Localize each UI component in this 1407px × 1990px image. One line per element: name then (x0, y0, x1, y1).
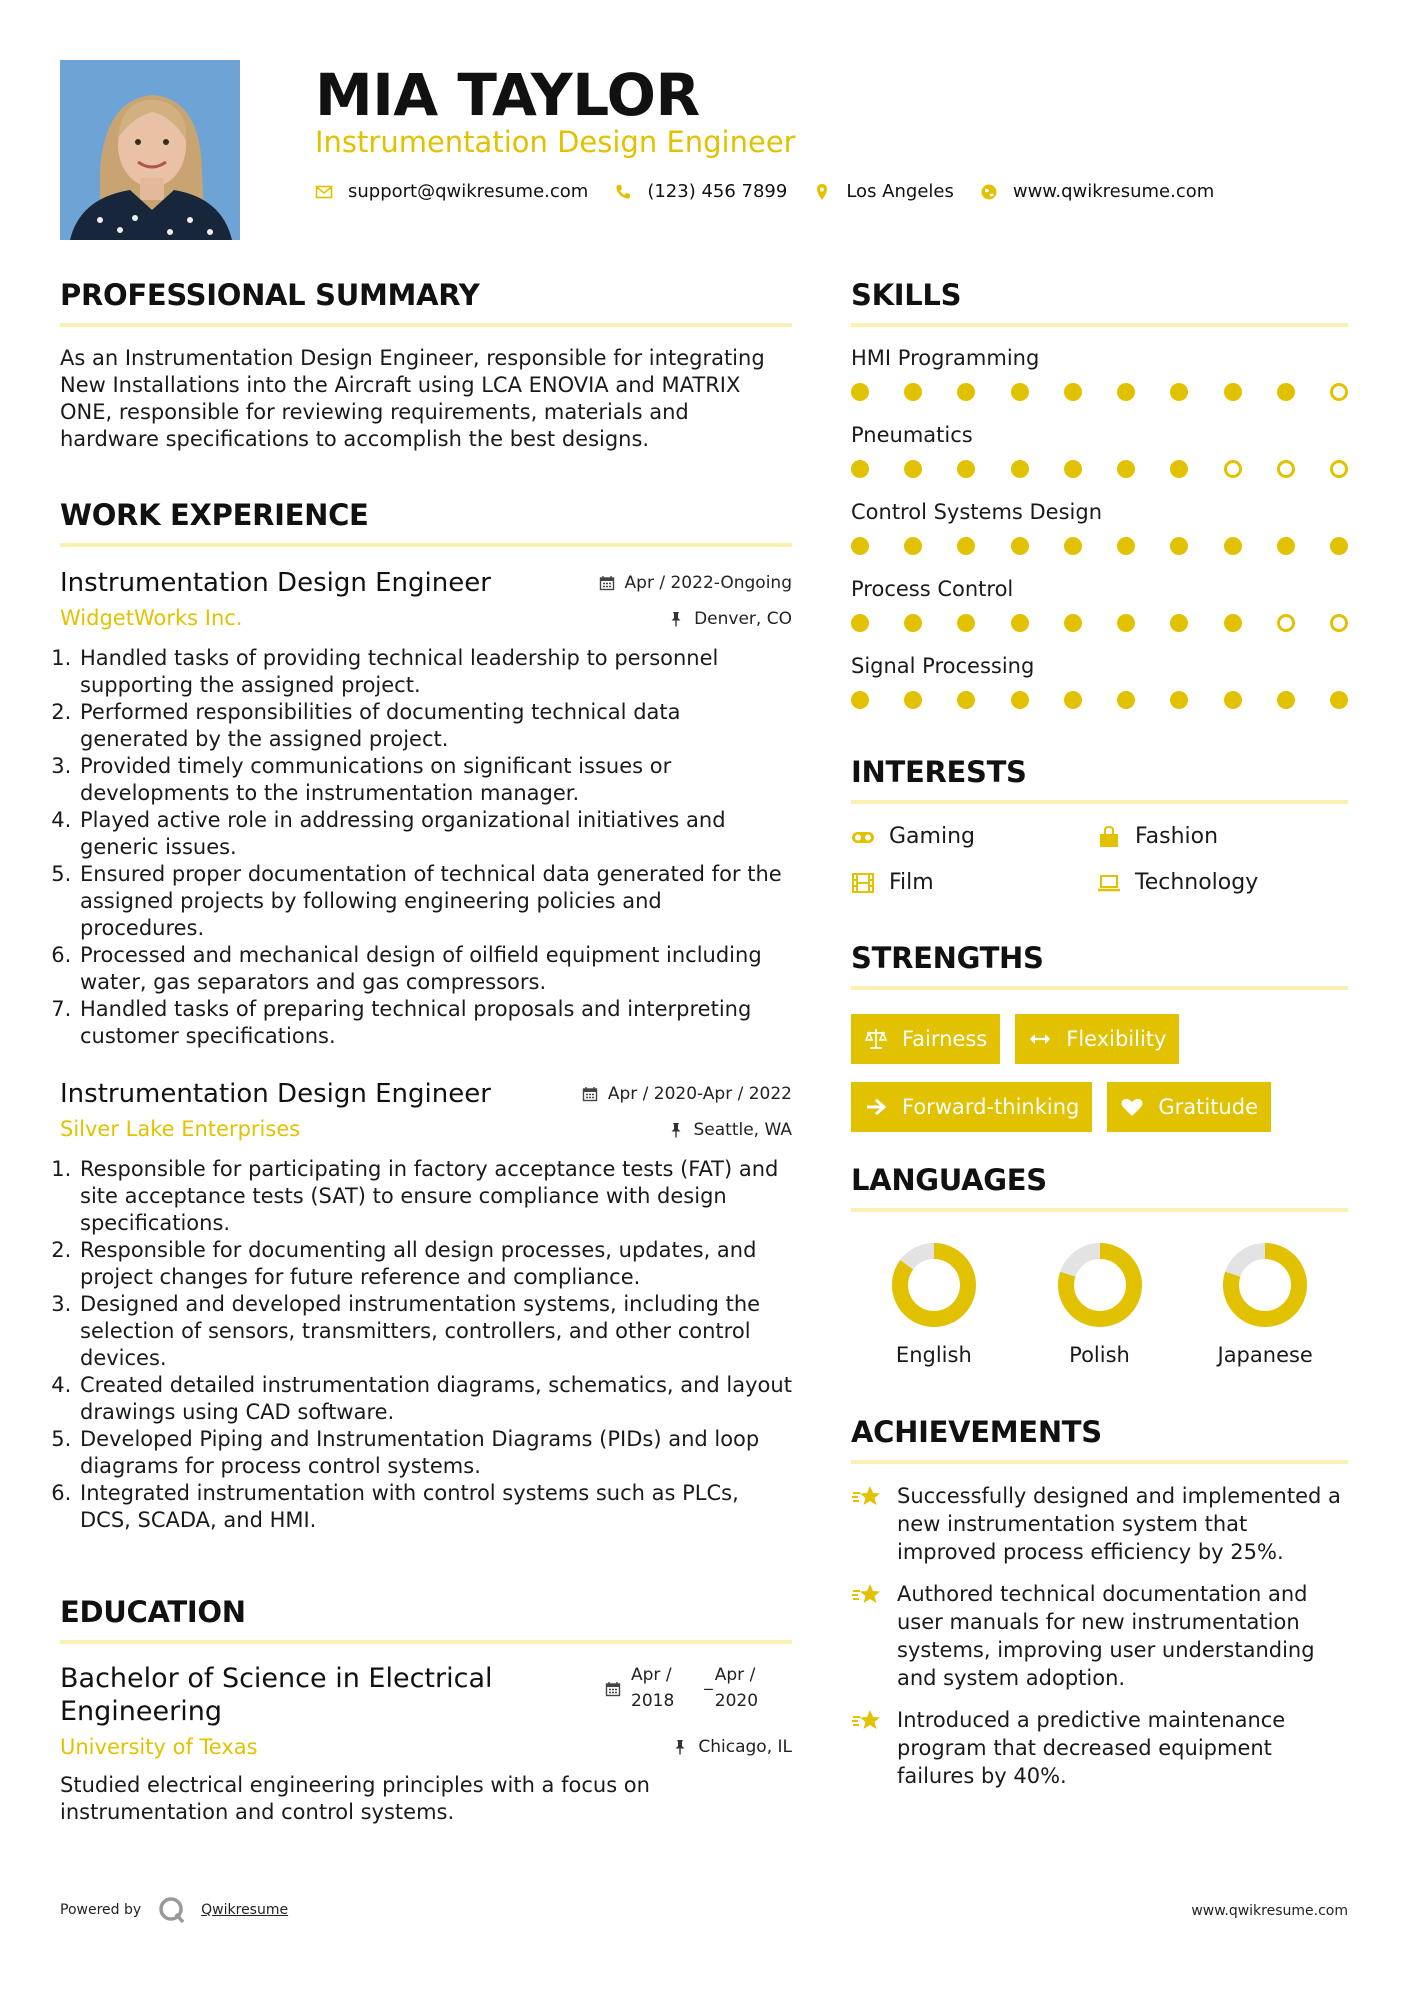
rating-dot-filled (851, 537, 869, 555)
rating-dot-filled (904, 460, 922, 478)
rating-dot-filled (1224, 383, 1242, 401)
interest-item (851, 868, 1097, 898)
education-location (672, 1734, 792, 1760)
strength-badge (1015, 1014, 1179, 1064)
rating-dot-filled (957, 537, 975, 555)
education-entry (60, 1662, 792, 1832)
rating-dot-filled (904, 691, 922, 709)
rating-dot-filled (1064, 383, 1082, 401)
rating-dot-filled (851, 691, 869, 709)
scale-icon (864, 1027, 888, 1051)
skills-section (851, 275, 1348, 710)
contact-website[interactable] (980, 178, 1214, 206)
rating-dot-filled (1117, 460, 1135, 478)
interest-label: Fashion (1135, 824, 1219, 849)
rating-dot-empty (1224, 460, 1242, 478)
languages-heading: LANGUAGES (851, 1163, 1047, 1197)
qwikresume-logo-icon (157, 1895, 187, 1925)
star-icon (851, 1582, 881, 1608)
language-item (851, 1242, 1017, 1370)
skill-name: Process Control (851, 577, 1014, 601)
achievement-text: Introduced a predictive maintenance program that decreased equipment failures by 40%. (897, 1708, 1286, 1788)
job-location-text: Seattle, WA (693, 1120, 792, 1140)
strength-badge (851, 1082, 1092, 1132)
summary-section (60, 275, 792, 453)
rating-dot-filled (1224, 691, 1242, 709)
job-company: Silver Lake Enterprises (60, 1117, 301, 1141)
section-divider (851, 1208, 1348, 1212)
job-bullet: 1. Handled tasks of providing technical leadership to personnel supporting the assigned project. (78, 645, 792, 699)
job-bullet: 5. Developed Piping and Instrumentation Diagrams (PIDs) and loop diagrams for process control systems. (78, 1426, 792, 1480)
brand-link[interactable]: Qwikresume (201, 1902, 289, 1918)
rating-dot-filled (1330, 691, 1348, 709)
rating-dot-filled (1170, 460, 1188, 478)
rating-dot-filled (1277, 383, 1295, 401)
contact-email-text: support@qwikresume.com (348, 181, 589, 202)
job-location (668, 1117, 793, 1143)
rating-dot-filled (1011, 537, 1029, 555)
education-heading: EDUCATION (60, 1595, 246, 1629)
rating-dot-filled (1170, 537, 1188, 555)
film-icon (851, 871, 875, 895)
calendar-icon (599, 575, 615, 591)
interest-label: Gaming (889, 824, 975, 849)
job-company: WidgetWorks Inc. (60, 606, 243, 630)
rating-dot-filled (1277, 537, 1295, 555)
rating-dot-filled (1170, 691, 1188, 709)
rating-dot-filled (1011, 614, 1029, 632)
rating-dot-filled (957, 614, 975, 632)
job-entry (60, 1076, 792, 1534)
achievements-section (851, 1412, 1348, 1790)
contact-bar (315, 178, 1240, 206)
pushpin-icon (672, 1739, 688, 1755)
rating-dot-filled (904, 537, 922, 555)
education-description: Studied electrical engineering principles with a focus on instrumentation and control systems. (60, 1773, 650, 1824)
job-entry (60, 565, 792, 1050)
skill-rating (851, 691, 1348, 710)
map-pin-icon (813, 183, 831, 201)
job-date-text: Apr / 2020-Apr / 2022 (607, 1084, 792, 1104)
rating-dot-filled (1064, 460, 1082, 478)
language-name: Japanese (1217, 1343, 1313, 1367)
rating-dot-filled (1064, 691, 1082, 709)
degree-title: Bachelor of Science in Electrical Engineering (60, 1663, 493, 1727)
job-bullet: 2. Performed responsibilities of documenting technical data generated by the assigned project. (78, 699, 792, 753)
job-bullets (60, 1156, 792, 1534)
heart-icon (1120, 1095, 1144, 1119)
job-bullet: 1. Responsible for participating in factory acceptance tests (FAT) and site acceptance tests (SAT) to ensure compliance with design specifications. (78, 1156, 792, 1237)
calendar-icon (582, 1086, 598, 1102)
job-location-text: Denver, CO (694, 609, 792, 629)
skill-rating (851, 383, 1348, 402)
language-name: Polish (1069, 1343, 1130, 1367)
contact-website-text: www.qwikresume.com (1012, 181, 1215, 202)
rating-dot-filled (1117, 691, 1135, 709)
candidate-name: MIA TAYLOR (315, 61, 700, 129)
interest-item (1097, 822, 1343, 852)
education-location-text: Chicago, IL (698, 1737, 792, 1757)
rating-dot-filled (1117, 537, 1135, 555)
section-divider (851, 1460, 1348, 1464)
achievements-list (851, 1482, 1348, 1790)
skill-item (851, 651, 1348, 710)
languages-section (851, 1160, 1348, 1370)
education-start-year: 2018 (631, 1691, 675, 1711)
rating-dot-filled (1170, 383, 1188, 401)
rating-dot-filled (1011, 691, 1029, 709)
rating-dot-filled (957, 460, 975, 478)
shopping-bag-icon (1097, 825, 1121, 849)
education-end (715, 1662, 758, 1714)
date-separator: _ (704, 1671, 713, 1691)
interests-section (851, 752, 1348, 898)
strength-label: Fairness (902, 1027, 988, 1051)
left-column (60, 275, 792, 1832)
job-title: Instrumentation Design Engineer (60, 1079, 491, 1109)
education-end-month: Apr / (714, 1665, 756, 1685)
right-column (851, 275, 1348, 1804)
rating-dot-filled (957, 691, 975, 709)
skill-name: Control Systems Design (851, 500, 1103, 524)
calendar-icon (605, 1679, 621, 1695)
language-item (1182, 1242, 1348, 1370)
experience-heading: WORK EXPERIENCE (60, 498, 369, 532)
education-start-month: Apr / (631, 1665, 672, 1685)
job-bullet: 4. Created detailed instrumentation diagrams, schematics, and layout drawings using CAD software. (78, 1372, 792, 1426)
skill-item (851, 497, 1348, 556)
education-end-year: 2020 (714, 1691, 759, 1711)
strength-badge (851, 1014, 1000, 1064)
interest-label: Film (889, 870, 934, 895)
pushpin-icon (668, 1122, 684, 1138)
contact-location (813, 178, 954, 206)
rating-dot-filled (851, 383, 869, 401)
footer-powered-by (60, 1895, 288, 1925)
languages-list (851, 1242, 1348, 1370)
job-dates (599, 570, 792, 596)
section-divider (60, 323, 792, 327)
star-icon (851, 1484, 881, 1510)
rating-dot-filled (851, 460, 869, 478)
envelope-icon (315, 183, 333, 201)
language-item (1017, 1242, 1183, 1370)
job-dates (582, 1081, 792, 1107)
job-bullet: 5. Ensured proper documentation of technical data generated for the assigned projects by following engineering policies and procedures. (78, 861, 792, 942)
education-start (631, 1662, 674, 1714)
rating-dot-filled (1277, 691, 1295, 709)
strength-label: Gratitude (1158, 1095, 1258, 1119)
rating-dot-filled (1011, 460, 1029, 478)
section-divider (851, 800, 1348, 804)
contact-email[interactable] (315, 178, 588, 206)
language-name: English (895, 1343, 972, 1367)
rating-dot-filled (1064, 537, 1082, 555)
profile-photo (60, 60, 240, 240)
candidate-title: Instrumentation Design Engineer (315, 125, 796, 159)
interest-label: Technology (1135, 870, 1259, 895)
rating-dot-filled (904, 614, 922, 632)
contact-location-text: Los Angeles (846, 181, 954, 202)
skill-rating (851, 537, 1348, 556)
section-divider (851, 323, 1348, 327)
education-dates (605, 1662, 758, 1714)
pushpin-icon (668, 611, 684, 627)
skill-name: HMI Programming (851, 346, 1040, 370)
interest-item (851, 822, 1097, 852)
school-name: University of Texas (60, 1735, 258, 1759)
footer-website[interactable]: www.qwikresume.com (1191, 1903, 1348, 1919)
section-divider (60, 543, 792, 547)
job-bullet: 3. Designed and developed instrumentation systems, including the selection of sensors, transmitters, controllers, and other control devices. (78, 1291, 792, 1372)
rating-dot-empty (1330, 614, 1348, 632)
rating-dot-filled (1117, 383, 1135, 401)
skills-heading: SKILLS (851, 278, 962, 312)
globe-icon (980, 183, 998, 201)
rating-dot-empty (1330, 383, 1348, 401)
gamepad-icon (851, 825, 875, 849)
achievement-item (851, 1706, 1348, 1790)
skills-list (851, 343, 1348, 710)
rating-dot-filled (957, 383, 975, 401)
rating-dot-filled (1064, 614, 1082, 632)
contact-phone-text: (123) 456 7899 (647, 181, 788, 202)
arrow-right-icon (864, 1095, 888, 1119)
education-section (60, 1592, 792, 1832)
interests-list (851, 822, 1348, 898)
job-date-text: Apr / 2022-Ongoing (624, 573, 792, 593)
achievement-text: Successfully designed and implemented a new instrumentation system that improved process efficiency by 25%. (897, 1484, 1341, 1564)
job-bullet: 4. Played active role in addressing organizational initiatives and generic issues. (78, 807, 792, 861)
achievement-item (851, 1482, 1348, 1566)
star-icon (851, 1708, 881, 1734)
rating-dot-filled (851, 614, 869, 632)
job-bullet: 6. Processed and mechanical design of oilfield equipment including water, gas separators and gas compressors. (78, 942, 792, 996)
interest-item (1097, 868, 1343, 898)
rating-dot-filled (1224, 537, 1242, 555)
job-location (668, 606, 792, 632)
language-proficiency-ring (1222, 1242, 1308, 1328)
job-bullet: 6. Integrated instrumentation with control systems such as PLCs, DCS, SCADA, and HMI. (78, 1480, 792, 1534)
strength-badge (1107, 1082, 1271, 1132)
section-divider (851, 986, 1348, 990)
skill-name: Signal Processing (851, 654, 1035, 678)
arrows-horizontal-icon (1028, 1027, 1052, 1051)
job-bullet: 3. Provided timely communications on significant issues or developments to the instrumentation manager. (78, 753, 792, 807)
rating-dot-empty (1277, 460, 1295, 478)
summary-text: As an Instrumentation Design Engineer, responsible for integrating New Installations into the Aircraft using LCA ENOVIA and MATRIX ONE, responsible for reviewing requirements, materials and hardware specifications to accomplish the best designs. (60, 346, 765, 451)
rating-dot-filled (1170, 614, 1188, 632)
rating-dot-filled (1117, 614, 1135, 632)
rating-dot-filled (904, 383, 922, 401)
achievement-text: Authored technical documentation and user manuals for new instrumentation systems, improving user understanding and system adoption. (897, 1582, 1315, 1690)
experience-section (60, 495, 792, 1534)
phone-icon (614, 183, 632, 201)
strengths-section (851, 938, 1348, 1150)
strength-label: Flexibility (1066, 1027, 1167, 1051)
job-bullet: 2. Responsible for documenting all design processes, updates, and project changes for future reference and compliance. (78, 1237, 792, 1291)
powered-by-text: Powered by (60, 1902, 142, 1918)
job-bullets (60, 645, 792, 1050)
rating-dot-empty (1277, 614, 1295, 632)
skill-item (851, 420, 1348, 479)
strength-label: Forward-thinking (902, 1095, 1080, 1119)
contact-phone[interactable] (614, 178, 787, 206)
skill-item (851, 574, 1348, 633)
skill-item (851, 343, 1348, 402)
language-proficiency-ring (1057, 1242, 1143, 1328)
rating-dot-empty (1330, 460, 1348, 478)
interests-heading: INTERESTS (851, 755, 1027, 789)
achievements-heading: ACHIEVEMENTS (851, 1415, 1102, 1449)
strengths-list (851, 1014, 1348, 1150)
skill-rating (851, 460, 1348, 479)
rating-dot-filled (1224, 614, 1242, 632)
job-title: Instrumentation Design Engineer (60, 568, 491, 598)
skill-rating (851, 614, 1348, 633)
section-divider (60, 1640, 792, 1644)
rating-dot-filled (1330, 537, 1348, 555)
summary-heading: PROFESSIONAL SUMMARY (60, 278, 480, 312)
language-proficiency-ring (891, 1242, 977, 1328)
skill-name: Pneumatics (851, 423, 973, 447)
rating-dot-filled (1011, 383, 1029, 401)
job-bullet: 7. Handled tasks of preparing technical proposals and interpreting customer specifications. (78, 996, 792, 1050)
achievement-item (851, 1580, 1348, 1692)
strengths-heading: STRENGTHS (851, 941, 1044, 975)
laptop-icon (1097, 871, 1121, 895)
